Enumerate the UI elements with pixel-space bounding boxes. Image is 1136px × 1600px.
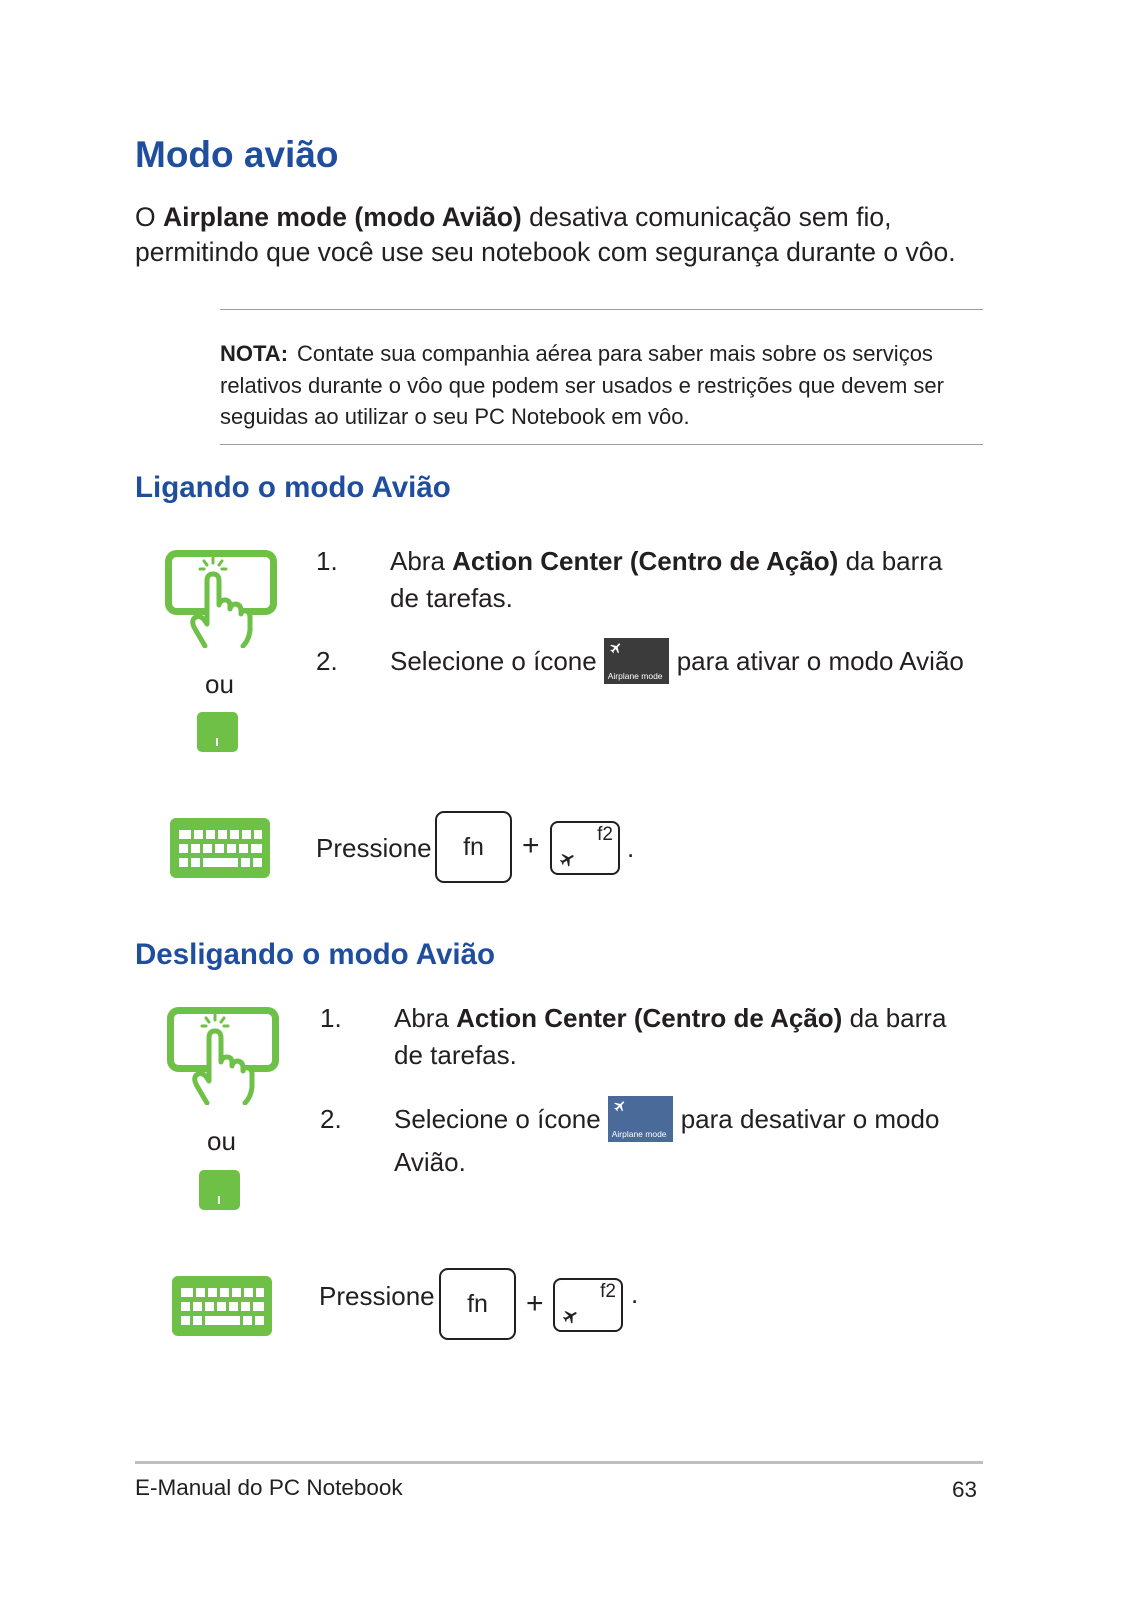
step-1-prefix: Abra <box>390 545 453 576</box>
keyboard-icon <box>172 1276 272 1336</box>
footer-divider <box>135 1461 983 1464</box>
intro-line-2: permitindo que você use seu notebook com segurança durante o vôo. <box>135 237 956 267</box>
shortcut-label: Pressione <box>316 832 432 863</box>
step-1-bold: Action Center (Centro de Ação) <box>456 1002 843 1033</box>
section-heading-turn-off: Desligando o modo Avião <box>135 938 496 971</box>
shortcut-label: Pressione <box>319 1280 435 1311</box>
shortcut-period: . <box>627 832 635 863</box>
page-number: 63 <box>951 1477 977 1502</box>
intro-paragraph <box>135 200 956 270</box>
step-1-prefix: Abra <box>394 1002 457 1033</box>
note-bottom-divider <box>220 444 983 445</box>
f2-key-label: f2 <box>600 1281 616 1302</box>
note-top-divider <box>220 309 983 310</box>
airplane-icon <box>609 641 623 655</box>
touch-gesture-icon <box>167 1007 279 1105</box>
step-2-text <box>394 1096 939 1142</box>
note-line-2: relativos durante o vôo que podem ser usados e restrições que devem ser <box>220 372 944 398</box>
touchpad-icon <box>199 1170 240 1210</box>
fn-key <box>435 811 512 883</box>
or-label: ou <box>205 669 234 699</box>
intro-bold-term: Airplane mode (modo Avião) <box>162 202 522 232</box>
step-1-text <box>394 1000 946 1037</box>
plus-sign: + <box>526 1287 544 1320</box>
fn-key-label: fn <box>463 833 484 861</box>
step-2-before-icon: Selecione o ícone <box>390 645 597 676</box>
tile-label: Airplane mode <box>611 1129 667 1139</box>
step-2-text <box>390 638 964 684</box>
note-text-1: Contate sua companhia aérea para saber mais sobre os serviços <box>297 341 933 366</box>
footer-manual-title: E-Manual do PC Notebook <box>135 1475 403 1500</box>
f2-key <box>553 1278 623 1332</box>
step-2-line-2: Avião. <box>394 1146 466 1177</box>
keyboard-icon <box>170 818 270 878</box>
step-1-line-2: de tarefas. <box>390 582 513 613</box>
airplane-icon <box>559 851 576 868</box>
airplane-mode-tile-off <box>604 638 669 684</box>
touch-gesture-icon <box>165 550 277 648</box>
step-2-after-icon: para desativar o modo <box>680 1103 940 1134</box>
intro-suffix: desativa comunicação sem fio, <box>521 202 892 232</box>
page-title: Modo avião <box>135 134 339 175</box>
f2-key-label: f2 <box>597 824 613 845</box>
step-number: 2. <box>320 1103 342 1134</box>
step-2-after-icon: para ativar o modo Avião <box>676 645 964 676</box>
intro-line-1 <box>135 200 956 235</box>
intro-prefix: O <box>135 202 163 232</box>
or-label: ou <box>207 1126 236 1156</box>
step-number: 1. <box>320 1002 342 1033</box>
section-heading-turn-on: Ligando o modo Avião <box>135 471 451 504</box>
airplane-mode-tile-on <box>608 1096 673 1142</box>
airplane-icon <box>562 1308 579 1325</box>
fn-key-label: fn <box>467 1290 488 1318</box>
note-block <box>220 338 944 433</box>
step-number: 2. <box>316 645 338 676</box>
note-line-3: seguidas ao utilizar o seu PC Notebook em vôo. <box>220 404 690 429</box>
touchpad-icon <box>197 712 238 752</box>
note-line-1 <box>220 338 944 370</box>
step-1-suffix: da barra <box>838 545 943 576</box>
step-1-line-2: de tarefas. <box>394 1039 517 1070</box>
airplane-icon <box>613 1099 627 1113</box>
step-1-suffix: da barra <box>842 1002 947 1033</box>
step-1-bold: Action Center (Centro de Ação) <box>452 545 839 576</box>
shortcut-period: . <box>631 1279 639 1309</box>
f2-key <box>550 821 620 875</box>
step-2-before-icon: Selecione o ícone <box>394 1103 601 1134</box>
note-label: NOTA: <box>220 341 289 366</box>
step-number: 1. <box>316 545 338 576</box>
plus-sign: + <box>522 829 540 862</box>
step-1-text <box>390 543 942 580</box>
fn-key <box>439 1268 516 1340</box>
tile-label: Airplane mode <box>607 671 663 681</box>
